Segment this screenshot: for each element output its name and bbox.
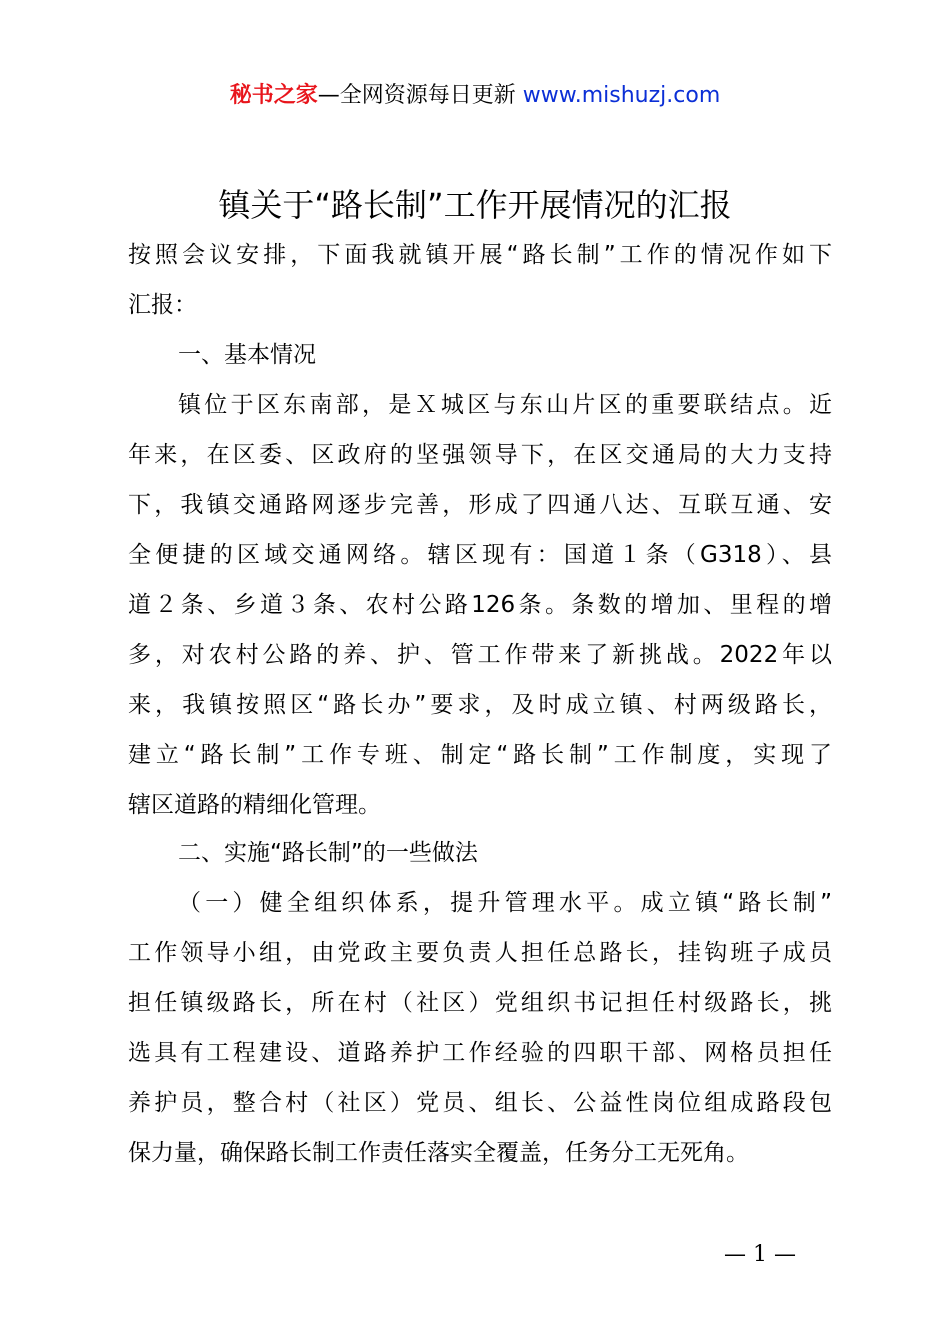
page-number: — 1 —	[724, 1242, 796, 1267]
site-url-link[interactable]: www.mishuzj.com	[522, 83, 721, 108]
text-line: 担任镇级路长，所在村（社区）党组织书记担任村级路长，挑	[128, 990, 832, 1016]
section-heading-text: 二、实施“路长制”的一些做法	[178, 840, 478, 866]
text-line: 汇报：	[128, 292, 197, 318]
text-line: 选具有工程建设、道路养护工作经验的四职干部、网格员担任	[128, 1040, 832, 1066]
text-line: 建立“路长制”工作专班、制定“路长制”工作制度，实现了	[128, 742, 832, 768]
site-banner	[0, 80, 950, 112]
text-line: 按照会议安排，下面我就镇开展“路长制”工作的情况作如下	[128, 242, 832, 268]
section-heading-1	[128, 330, 832, 380]
text-line: 养护员，整合村（社区）党员、组长、公益性岗位组成路段包	[128, 1090, 832, 1116]
text-line: 道２条、乡道３条、农村公路126条。条数的增加、里程的增	[128, 592, 832, 618]
site-tagline: —全网资源每日更新	[317, 83, 516, 108]
section-heading-2	[128, 828, 832, 878]
site-brand: 秘书之家	[229, 83, 318, 108]
text-line: （一）健全组织体系，提升管理水平。成立镇“路长制”	[178, 890, 832, 916]
text-line: 下，我镇交通路网逐步完善，形成了四通八达、互联互通、安	[128, 492, 832, 518]
text-line: 镇位于区东南部，是Ｘ城区与东山片区的重要联结点。近	[178, 392, 832, 418]
text-line: 来，我镇按照区“路长办”要求，及时成立镇、村两级路长，	[128, 692, 832, 718]
section-heading-text: 一、基本情况	[178, 342, 316, 368]
section-1-paragraph	[128, 380, 832, 830]
text-line: 年来，在区委、区政府的坚强领导下，在区交通局的大力支持	[128, 442, 832, 468]
text-line: 多，对农村公路的养、护、管工作带来了新挑战。2022年以	[128, 642, 832, 668]
section-2-paragraph	[128, 878, 832, 1178]
text-line: 工作领导小组，由党政主要负责人担任总路长，挂钩班子成员	[128, 940, 832, 966]
intro-paragraph	[128, 230, 832, 330]
document-title: 镇关于“路长制”工作开展情况的汇报	[218, 186, 732, 224]
text-line: 全便捷的区域交通网络。辖区现有：国道１条（G318）、县	[128, 542, 832, 568]
text-line: 辖区道路的精细化管理。	[128, 792, 381, 818]
text-line: 保力量，确保路长制工作责任落实全覆盖，任务分工无死角。	[128, 1140, 749, 1166]
